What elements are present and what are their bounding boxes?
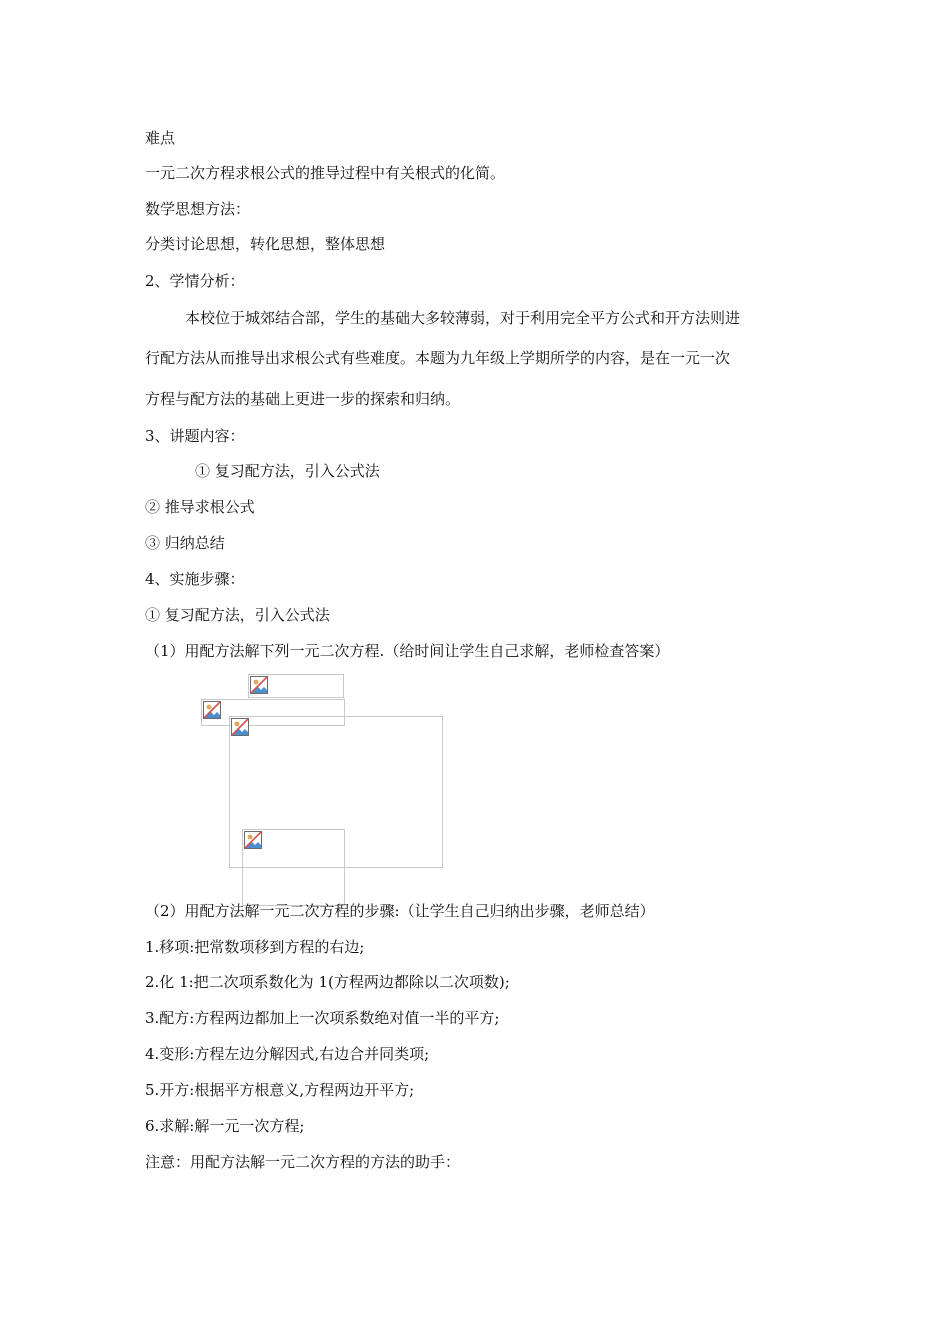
broken-image-icon bbox=[250, 676, 268, 694]
image-placeholder bbox=[248, 674, 344, 698]
broken-image-icon bbox=[231, 718, 249, 736]
heading-implementation-steps: 4、实施步骤： bbox=[145, 570, 245, 588]
broken-image-icon bbox=[203, 701, 221, 719]
step-item: 1.移项:把常数项移到方程的右边; bbox=[145, 938, 365, 956]
list-item: ③ 归纳总结 bbox=[145, 534, 225, 552]
step-item: 6.求解:解一元一次方程; bbox=[145, 1117, 305, 1135]
paragraph: 方程与配方法的基础上更进一步的探索和归纳。 bbox=[145, 390, 461, 408]
step-item: 2.化 1:把二次项系数化为 1(方程两边都除以二次项数); bbox=[145, 973, 510, 991]
paragraph: 分类讨论思想，转化思想，整体思想 bbox=[145, 235, 386, 253]
step-item: 3.配方:方程两边都加上一次项系数绝对值一半的平方; bbox=[145, 1009, 500, 1027]
paragraph: 行配方法从而推导出求根公式有些难度。本题为九年级上学期所学的内容，是在一元一次 bbox=[145, 349, 731, 367]
step-item: 5.开方:根据平方根意义,方程两边开平方; bbox=[145, 1081, 415, 1099]
list-item: ② 推导求根公式 bbox=[145, 498, 255, 516]
list-item: ① 复习配方法，引入公式法 bbox=[145, 606, 330, 624]
list-item: ① 复习配方法，引入公式法 bbox=[195, 462, 380, 480]
paragraph: 本校位于城郊结合部，学生的基础大多较薄弱，对于利用完全平方公式和开方法则进 bbox=[185, 309, 741, 327]
broken-image-icon bbox=[244, 831, 262, 849]
heading-math-method: 数学思想方法： bbox=[145, 200, 251, 218]
heading-lecture-content: 3、讲题内容： bbox=[145, 427, 245, 445]
note: 注意：用配方法解一元二次方程的方法的助手： bbox=[145, 1153, 461, 1171]
heading-difficulty: 难点 bbox=[145, 129, 176, 147]
step-item: 4.变形:方程左边分解因式,右边合并同类项; bbox=[145, 1045, 430, 1063]
heading-learning-analysis: 2、学情分析： bbox=[145, 272, 245, 290]
paragraph: （1）用配方法解下列一元二次方程.（给时间让学生自己求解，老师检查答案） bbox=[145, 642, 670, 660]
paragraph: 一元二次方程求根公式的推导过程中有关根式的化简。 bbox=[145, 164, 506, 182]
image-placeholder bbox=[242, 829, 345, 906]
paragraph: （2）用配方法解一元二次方程的步骤:（让学生自己归纳出步骤，老师总结） bbox=[145, 902, 655, 920]
